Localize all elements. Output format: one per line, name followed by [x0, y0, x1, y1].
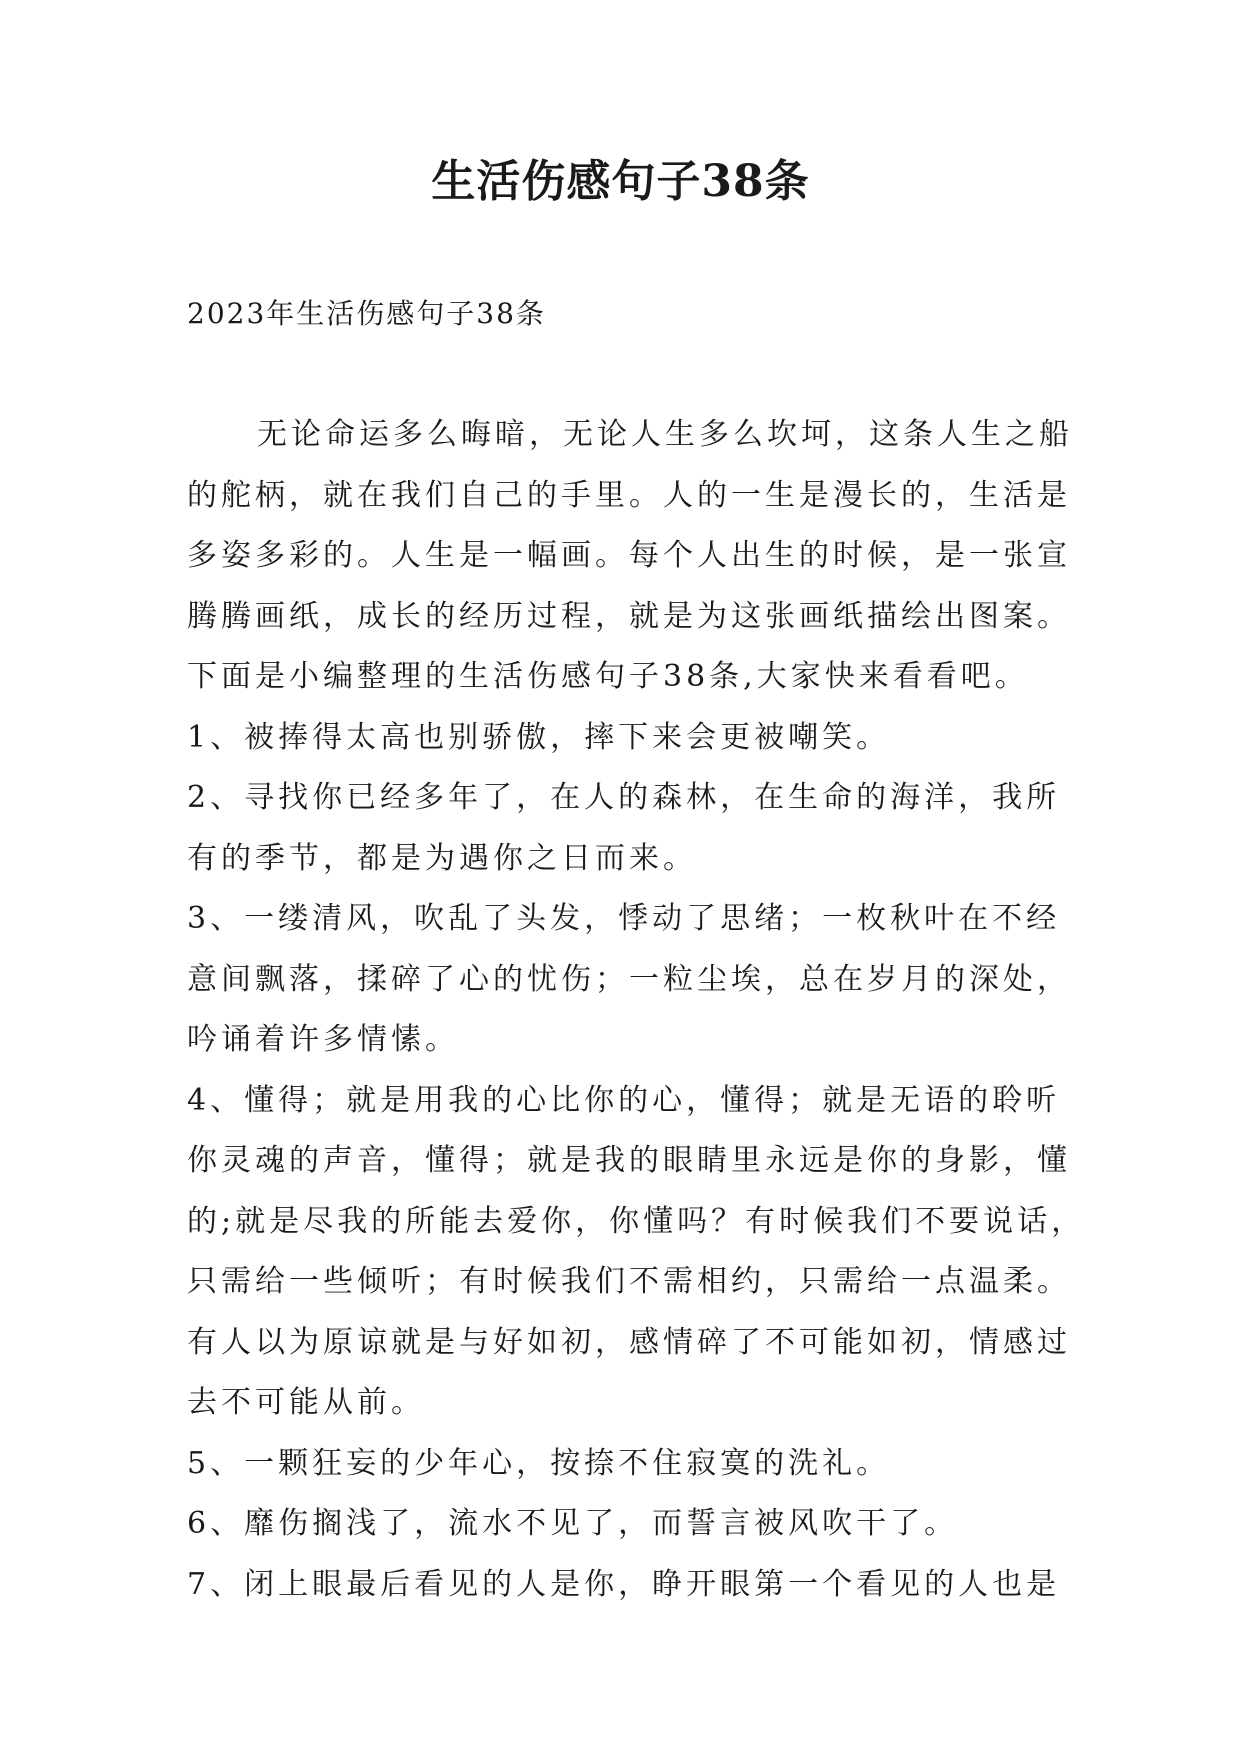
document-body: [187, 405, 1086, 1615]
list-item-line: 你灵魂的声音，懂得；就是我的眼睛里永远是你的身影，懂: [187, 1143, 1071, 1178]
list-item-line: 吟诵着许多情愫。: [187, 1022, 459, 1057]
document-title: 生活伤感句子38条: [431, 156, 810, 207]
list-item-line: 的;就是尽我的所能去爱你，你懂吗？有时候我们不要说话，: [187, 1203, 1086, 1239]
list-item-line: 2、寻找你已经多年了，在人的森林，在生命的海洋，我所: [187, 780, 1061, 815]
document-subtitle: 2023年生活伤感句子38条: [187, 297, 546, 330]
list-item-line: 有人以为原谅就是与好如初，感情碎了不可能如初，情感过: [187, 1324, 1071, 1360]
paragraph-line: 多姿多彩的。人生是一幅画。每个人出生的时候，是一张宣: [187, 538, 1071, 573]
list-item-line: 5、一颗狂妄的少年心，按捺不住寂寞的洗礼。: [187, 1445, 891, 1481]
list-item-line: 7、闭上眼最后看见的人是你，睁开眼第一个看见的人也是: [187, 1566, 1061, 1602]
list-item-line: 4、懂得；就是用我的心比你的心，懂得；就是无语的聆听: [187, 1082, 1061, 1118]
list-item-line: 只需给一些倾听；有时候我们不需相约，只需给一点温柔。: [187, 1264, 1071, 1299]
paragraph-line: 腾腾画纸，成长的经历过程，就是为这张画纸描绘出图案。: [187, 598, 1071, 634]
list-item-line: 1、被捧得太高也别骄傲，摔下来会更被嘲笑。: [187, 719, 891, 755]
list-item-line: 有的季节，都是为遇你之日而来。: [187, 840, 697, 876]
paragraph-line: 无论命运多么晦暗，无论人生多么坎坷，这条人生之船: [257, 417, 1073, 452]
list-item-line: 意间飘落，揉碎了心的忧伤；一粒尘埃，总在岁月的深处，: [187, 961, 1071, 997]
list-item-line: 3、一缕清风，吹乱了头发，悸动了思绪；一枚秋叶在不经: [187, 901, 1061, 936]
paragraph-line: 的舵柄，就在我们自己的手里。人的一生是漫长的，生活是: [187, 477, 1071, 513]
list-item-line: 6、靡伤搁浅了，流水不见了，而誓言被风吹干了。: [187, 1506, 959, 1541]
list-item-line: 去不可能从前。: [187, 1385, 425, 1420]
paragraph-line: 下面是小编整理的生活伤感句子38条,大家快来看看吧。: [187, 659, 1029, 694]
